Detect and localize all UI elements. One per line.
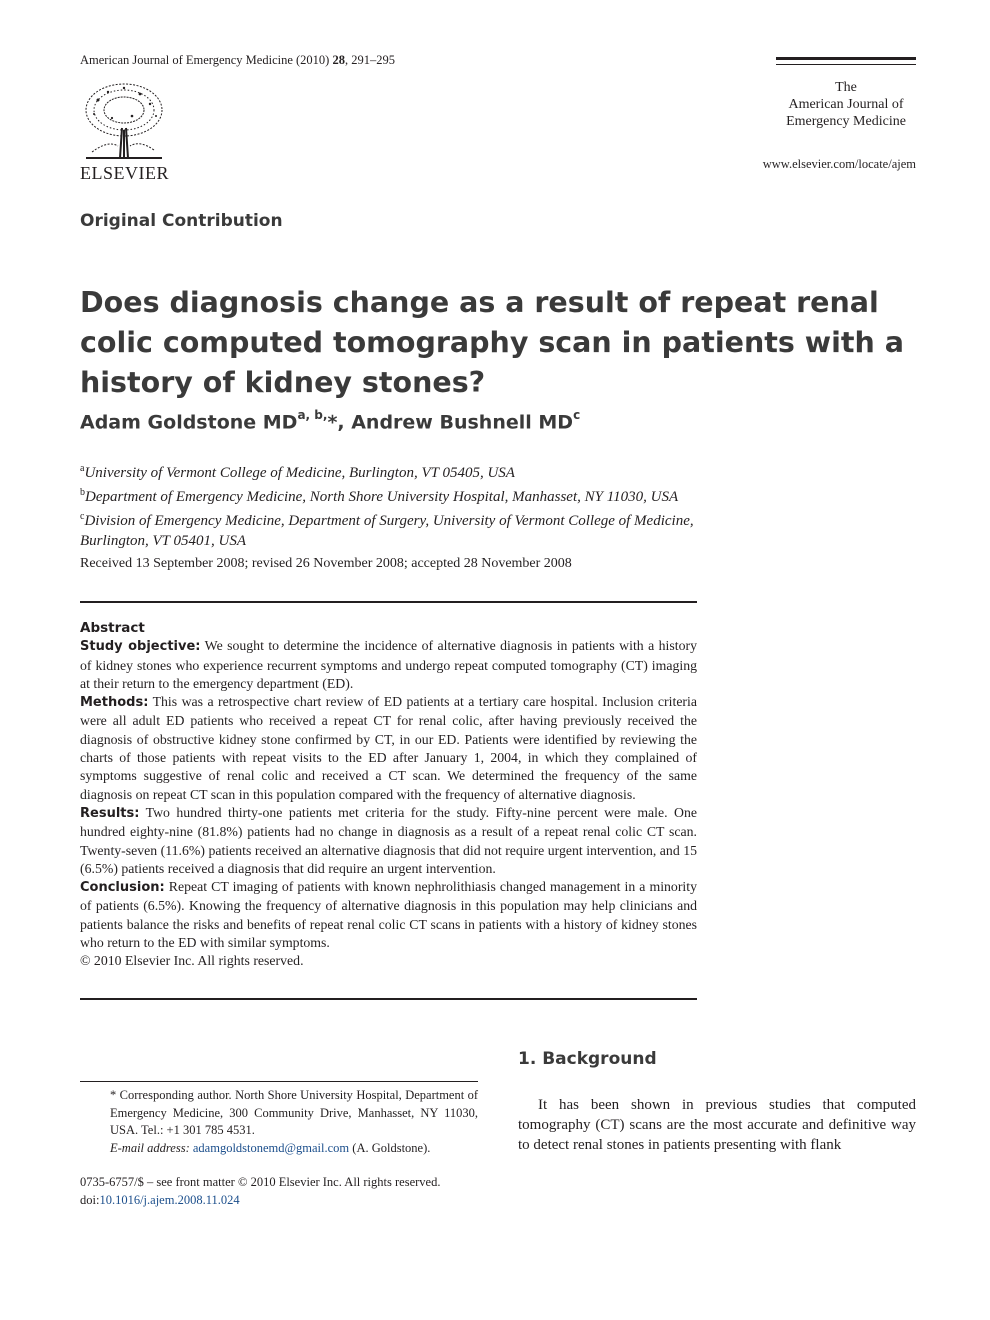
email-label: E-mail address: xyxy=(110,1140,190,1155)
affiliation-text: Department of Emergency Medicine, North Shore University Hospital, Manhasset, NY 11030, USA xyxy=(85,489,679,505)
abstract-section xyxy=(80,804,697,878)
corresponding-author-note: * Corresponding author. North Shore University Hospital, Department of Emergency Medicine, 300 Community Drive, Manhasset, NY 11030, USA. Tel.: +1 301 785 4531. xyxy=(110,1088,478,1137)
citation-volume: 28 xyxy=(332,53,345,67)
front-matter-block xyxy=(80,1173,500,1209)
abstract-rule-top xyxy=(80,601,697,603)
citation-text: American Journal of Emergency Medicine (2010) xyxy=(80,53,333,67)
journal-rule-thin xyxy=(776,64,916,65)
abstract-section xyxy=(80,878,697,952)
journal-name-line: Emergency Medicine xyxy=(786,114,906,129)
body-text xyxy=(518,1095,916,1155)
abstract-block xyxy=(80,619,697,971)
doi-link[interactable]: 10.1016/j.ajem.2008.11.024 xyxy=(99,1193,240,1207)
email-note xyxy=(80,1140,478,1158)
corresponding-author-mark[interactable]: * xyxy=(327,411,338,434)
article-title: Does diagnosis change as a result of repeat renal colic computed tomography scan in patients with a history of kidney stones? xyxy=(80,286,904,399)
author-separator: , xyxy=(337,411,352,434)
citation-pages: , 291–295 xyxy=(344,53,395,67)
abstract-section xyxy=(80,637,697,693)
journal-name-line: American Journal of xyxy=(788,97,904,112)
doi-prefix: doi: xyxy=(80,1193,100,1207)
affiliation-mark: a xyxy=(80,463,85,474)
affiliation-mark: b xyxy=(80,487,85,498)
author-list xyxy=(80,410,580,433)
affiliation-list xyxy=(80,459,780,551)
author-affiliation-marks: c xyxy=(573,408,581,422)
author-name[interactable]: Andrew Bushnell MD xyxy=(351,411,574,434)
footnote-block xyxy=(80,1087,478,1157)
abstract-label: Results: xyxy=(80,805,140,821)
footnote-rule xyxy=(80,1081,478,1082)
affiliation-continuation: Burlington, VT 05401, USA xyxy=(80,533,246,549)
journal-rule-thick xyxy=(776,57,916,60)
affiliation xyxy=(80,459,780,483)
doi-line xyxy=(80,1191,500,1209)
abstract-heading: Abstract xyxy=(80,620,145,636)
email-suffix: (A. Goldstone). xyxy=(349,1140,431,1155)
affiliation xyxy=(80,483,780,507)
issn-line: 0735-6757/$ – see front matter © 2010 Elsevier Inc. All rights reserved. xyxy=(80,1175,441,1189)
affiliation-text: Division of Emergency Medicine, Department of Surgery, University of Vermont College of Medicine, xyxy=(84,513,694,529)
abstract-copyright: © 2010 Elsevier Inc. All rights reserved. xyxy=(80,953,304,969)
journal-url-link[interactable]: www.elsevier.com/locate/ajem xyxy=(762,157,916,171)
abstract-text: Repeat CT imaging of patients with known nephrolithiasis changed management in a minority of patients (6.5%). Knowing the frequency of alternative diagnosis in this population may help clinicians and patients balance the risks and benefits of repeat renal colic CT scans in patients with a history of kidney stones who return to the ED with similar symptoms. xyxy=(80,879,697,951)
body-paragraph: It has been shown in previous studies that computed tomography (CT) scans are the most accurate and definitive way to detect renal stones in patients presenting with flank xyxy=(518,1097,916,1153)
abstract-label: Conclusion: xyxy=(80,880,165,896)
author-affiliation-marks: a, b, xyxy=(297,408,328,422)
publisher-name: ELSEVIER xyxy=(80,163,169,183)
affiliation xyxy=(80,507,780,531)
abstract-section xyxy=(80,693,697,804)
author-name[interactable]: Adam Goldstone MD xyxy=(80,411,298,434)
section-heading: 1. Background xyxy=(518,1049,657,1069)
abstract-label: Methods: xyxy=(80,695,149,711)
journal-name-block xyxy=(776,79,916,130)
article-dates: Received 13 September 2008; revised 26 November 2008; accepted 28 November 2008 xyxy=(80,556,572,571)
abstract-text: Two hundred thirty-one patients met criteria for the study. Fifty-nine percent were male. One hundred eighty-nine (81.8%) patients had no change in diagnosis as a result of a repeat renal colic CT scan. Twenty-seven (11.6%) patients received an alternative diagnosis that did not require urgent intervention, and 15 (6.5%) patients received a diagnosis that did require an urgent intervention. xyxy=(80,804,697,876)
abstract-text: This was a retrospective chart review of ED patients at a tertiary care hospital. Inclusion criteria were all adult ED patients who received a repeat CT for renal colic, after having previously received the diagnosis of obstructive kidney stone confirmed by CT, in our ED. Patients were identified by reviewing the charts of those patients with repeat visits to the ED after January 1, 2004, in which they complained of symptoms suggestive of renal colic and received a CT scan. We determined the frequency of the same diagnosis on repeat CT scan in this population compared with the frequency of alternative diagnosis. xyxy=(80,694,697,802)
journal-citation xyxy=(80,53,395,68)
journal-name-line: The xyxy=(835,80,857,95)
affiliation-text: University of Vermont College of Medicine, Burlington, VT 05405, USA xyxy=(84,465,515,481)
email-link[interactable]: adamgoldstonemd@gmail.com xyxy=(192,1140,350,1155)
article-type: Original Contribution xyxy=(80,211,283,231)
abstract-rule-bottom xyxy=(80,998,697,1000)
affiliation-mark: c xyxy=(80,511,85,522)
abstract-label: Study objective: xyxy=(80,639,201,655)
abstract-text: We sought to determine the incidence of alternative diagnosis in patients with a history of kidney stones who experience recurrent symptoms and undergo repeat computed tomography (CT) imaging at their return to the emergency department (ED). xyxy=(80,638,697,691)
